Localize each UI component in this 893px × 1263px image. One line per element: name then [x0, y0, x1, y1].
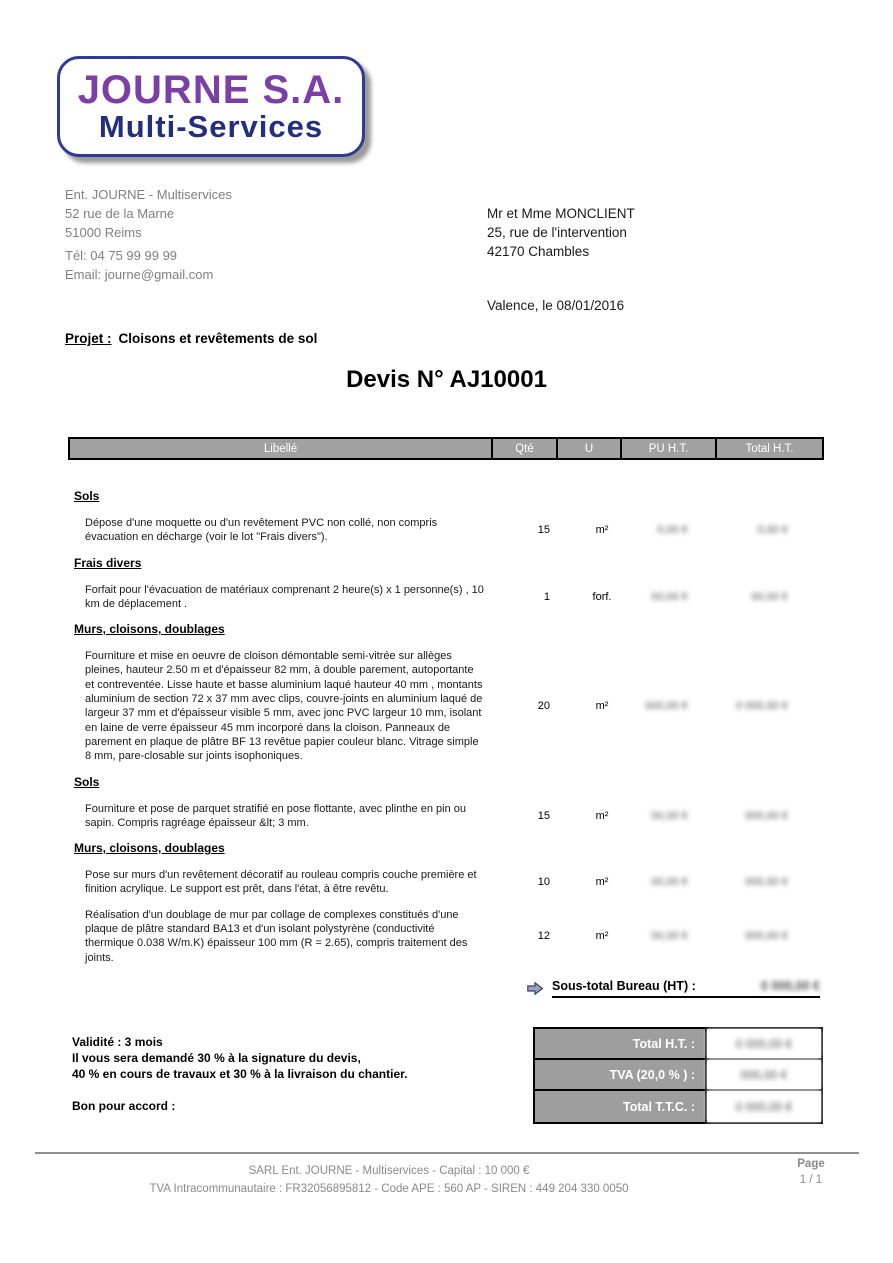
project-value: Cloisons et revêtements de sol	[118, 331, 318, 346]
section-heading: Sols	[74, 489, 100, 503]
logo-tagline: Multi-Services	[98, 109, 324, 144]
payment-terms-line-1: Il vous sera demandé 30 % à la signature du devis,	[72, 1051, 361, 1065]
item-unit: m²	[595, 930, 609, 943]
section-heading: Sols	[74, 774, 100, 789]
item-total-blurred: 000,00 €	[745, 930, 788, 943]
total-ht-row	[535, 1029, 821, 1060]
subtotal-label: Sous-total Bureau (HT) :	[552, 978, 696, 993]
company-city: 51000 Reims	[65, 225, 142, 240]
table-row	[68, 868, 824, 897]
company-name: Ent. JOURNE - Multiservices	[65, 187, 232, 202]
section-heading-row	[68, 839, 824, 857]
item-total-blurred: 00,00 €	[751, 590, 788, 603]
section-heading-row	[68, 554, 824, 572]
item-total-blurred: 0 000,00 €	[736, 700, 788, 713]
conditions-block	[72, 1034, 407, 1114]
logo-company-name: JOURNE S.A.	[77, 68, 345, 112]
total-ht-label: Total H.T. :	[535, 1029, 707, 1058]
item-description: Réalisation d'un doublage de mur par collage de complexes constitués d'une plaque de plâtre standard BA13 et d'un isolant polystyrène (conductivité thermique 0.038 W/m.K) épaisseur 100 mm (R = 2.65), compris traitement des joints.	[85, 908, 468, 964]
item-description: Dépose d'une moquette ou d'un revêtement PVC non collé, non compris évacuation en décharge (voir le lot "Frais divers").	[85, 517, 438, 544]
validity-line: Validité : 3 mois	[72, 1035, 163, 1049]
total-ttc-value-blurred: 0 000,00 €	[707, 1091, 821, 1122]
item-unit-price-blurred: 000,00 €	[645, 700, 688, 713]
page-number: 1 / 1	[799, 1174, 823, 1186]
total-ht-value-blurred: 0 000,00 €	[707, 1029, 821, 1058]
approval-line: Bon pour accord :	[72, 1099, 176, 1113]
company-phone: Tél: 04 75 99 99 99	[65, 248, 178, 263]
table-row	[68, 802, 824, 831]
arrow-right-icon	[526, 981, 544, 996]
col-header-unit: U	[558, 439, 622, 458]
item-quantity: 15	[537, 809, 550, 822]
footer-divider	[35, 1152, 859, 1154]
items-table-header	[68, 437, 824, 460]
client-info	[487, 204, 635, 261]
footer-legal	[0, 1162, 778, 1198]
totals-table	[533, 1027, 823, 1124]
project-label: Projet :	[65, 331, 112, 346]
company-street: 52 rue de la Marne	[65, 206, 175, 221]
item-total-blurred: 000,00 €	[745, 876, 788, 889]
tva-label: TVA (20,0 % ) :	[535, 1060, 707, 1089]
table-row	[68, 908, 824, 965]
table-row	[68, 649, 824, 763]
item-description: Fourniture et pose de parquet stratifié en pose flottante, avec plinthe en pin ou sapin. Compris ragréage épaisseur &lt; 3 mm.	[85, 802, 466, 829]
total-ttc-row	[535, 1091, 821, 1122]
item-unit-price-blurred: 00,00 €	[651, 809, 688, 822]
table-row	[68, 583, 824, 612]
company-logo	[57, 56, 365, 157]
client-name: Mr et Mme MONCLIENT	[487, 206, 635, 221]
item-total-blurred: 000,00 €	[745, 809, 788, 822]
col-header-qty: Qté	[493, 439, 558, 458]
section-heading: Murs, cloisons, doublages	[74, 841, 225, 856]
total-ttc-label: Total T.T.C. :	[535, 1091, 707, 1122]
item-description: Fourniture et mise en oeuvre de cloison démontable semi-vitrée sur allèges pleines, hauteur 2.50 m et d'épaisseur 82 mm, à double parement, autoportante et contreventée. Lisse haute et basse aluminium laqué hauteur 40 mm , montants aluminium de section 72 x 37 mm avec clips, couvre-joints en aluminium laqué de largeur 37 mm et d'épaisseur visible 5 mm, avec jonc PVC largeur 10 mm, isolant en laine de verre épaisseur 45 mm incorporé dans la cloison. Panneaux de parement en plaque de plâtre BF 13 revêtue papier couleur blanc. Vitrage simple 8 mm, pare-closable sur joints isophoniques.	[85, 650, 483, 763]
item-unit: m²	[595, 876, 609, 889]
company-email: Email: journe@gmail.com	[65, 267, 214, 282]
item-quantity: 12	[537, 930, 550, 943]
payment-terms-line-2: 40 % en cours de travaux et 30 % à la livraison du chantier.	[72, 1067, 408, 1081]
item-description: Pose sur murs d'un revêtement décoratif au rouleau compris couche première et finition acrylique. Le support est prêt, dans l'état, à être revêtu.	[85, 869, 477, 896]
item-quantity: 15	[537, 524, 550, 537]
table-row	[68, 516, 824, 545]
item-unit: m²	[595, 524, 609, 537]
items-table-body	[68, 478, 824, 998]
section-heading: Murs, cloisons, doublages	[74, 622, 225, 637]
item-unit: m²	[595, 700, 609, 713]
section-heading-row	[68, 487, 824, 505]
project-line	[65, 331, 317, 346]
item-unit-price-blurred: 0,00 €	[657, 524, 688, 537]
page-title: Devis N° AJ10001	[346, 366, 547, 393]
item-unit-price-blurred: 00,00 €	[651, 590, 688, 603]
item-unit: m²	[595, 809, 609, 822]
section-heading-row	[68, 620, 824, 638]
footer-tva-line: TVA Intracommunautaire : FR32056895812 - Code APE : 560 AP - SIREN : 449 204 330 0050	[149, 1183, 629, 1195]
item-unit-price-blurred: 00,00 €	[651, 876, 688, 889]
document-date: Valence, le 08/01/2016	[487, 298, 625, 313]
col-header-libelle: Libellé	[70, 439, 493, 458]
item-quantity: 1	[543, 590, 550, 603]
client-city: 42170 Chambles	[487, 244, 590, 259]
subtotal-row	[68, 979, 824, 998]
col-header-unit-price: PU H.T.	[622, 439, 717, 458]
item-quantity: 10	[537, 876, 550, 889]
company-info	[65, 185, 232, 284]
col-header-total: Total H.T.	[745, 442, 794, 455]
footer-company-line: SARL Ent. JOURNE - Multiservices - Capital : 10 000 €	[248, 1165, 530, 1177]
page-label: Page	[797, 1158, 825, 1170]
section-heading: Frais divers	[74, 555, 142, 570]
page-indicator	[775, 1158, 847, 1186]
subtotal-value-blurred: 0 000,00 €	[760, 978, 820, 993]
tva-row	[535, 1060, 821, 1091]
section-heading-row	[68, 773, 824, 791]
tva-value-blurred: 000,00 €	[707, 1060, 821, 1089]
client-street: 25, rue de l'intervention	[487, 225, 627, 240]
item-quantity: 20	[537, 700, 550, 713]
item-unit-price-blurred: 00,00 €	[651, 930, 688, 943]
item-unit: forf.	[592, 590, 612, 603]
item-description: Forfait pour l'évacuation de matériaux comprenant 2 heure(s) x 1 personne(s) , 10 km de déplacement .	[85, 583, 484, 610]
item-total-blurred: 0,00 €	[757, 524, 788, 537]
subtotal-box	[552, 979, 820, 998]
